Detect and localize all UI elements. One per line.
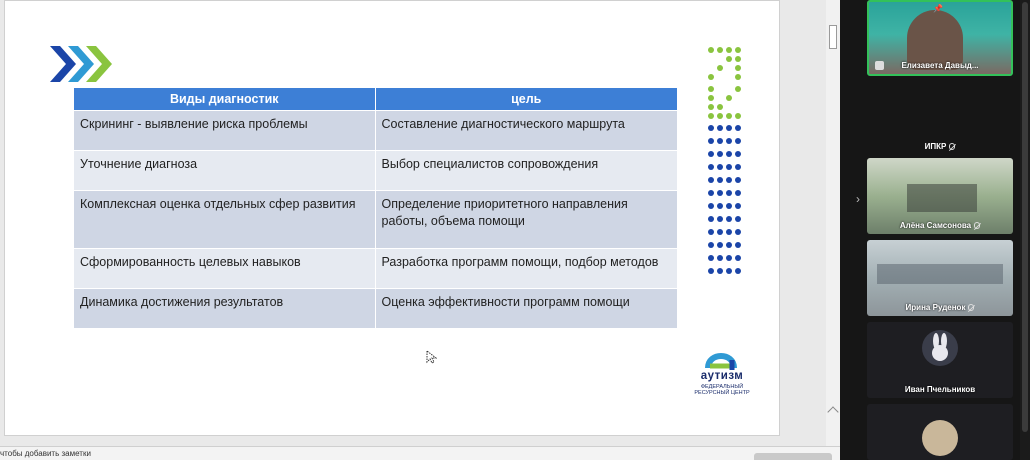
participant-tile[interactable]: [867, 158, 1013, 234]
table-cell: Сформированность целевых навыков: [74, 248, 375, 288]
chevron-logo-icon: [86, 46, 112, 82]
table-cell: Оценка эффективности программ помощи: [375, 288, 677, 328]
diagnostics-table: [74, 88, 677, 328]
rabbit-avatar-icon: [922, 330, 958, 366]
avatar: [922, 330, 958, 366]
participant-tile[interactable]: [867, 0, 1013, 76]
participant-video: [907, 184, 977, 212]
logo-title: аутизм: [700, 370, 744, 382]
table-cell: Динамика достижения результатов: [74, 288, 375, 328]
table-row: [74, 110, 677, 150]
notes-bar[interactable]: [0, 446, 840, 460]
pin-icon[interactable]: 📌: [933, 4, 943, 13]
scrollbar-thumb[interactable]: [1022, 2, 1028, 432]
table-cell: Комплексная оценка отдельных сфер развития: [74, 190, 375, 248]
participant-name-text: Алёна Самсонова: [899, 221, 972, 230]
table-row: [74, 248, 677, 288]
participant-name: [867, 142, 1013, 151]
participant-video: [877, 264, 1003, 284]
notes-placeholder[interactable]: чтобы добавить заметки: [0, 449, 91, 458]
table-cell: Уточнение диагноза: [74, 150, 375, 190]
participant-tile[interactable]: [867, 322, 1013, 398]
chevron-right-icon[interactable]: ›: [856, 192, 860, 206]
participant-name-text: Ирина Руденок: [905, 303, 966, 312]
participant-tile[interactable]: [867, 404, 1013, 460]
participants-scrollbar[interactable]: [1020, 0, 1030, 460]
table-header-goal: цель: [375, 88, 677, 110]
participant-tile[interactable]: [867, 78, 1013, 154]
table-cell: Составление диагностического маршрута: [375, 110, 677, 150]
table-header-row: [74, 88, 677, 110]
scrollbar-thumb[interactable]: [829, 25, 837, 49]
participant-name: [867, 221, 1013, 230]
mic-muted-icon: [974, 222, 980, 229]
participant-tile[interactable]: [867, 240, 1013, 316]
decorative-pattern: [706, 46, 746, 276]
table-cell: Скрининг - выявление риска проблемы: [74, 110, 375, 150]
logo-subtitle: [692, 384, 752, 396]
participant-name: Иван Пчельников: [904, 385, 976, 394]
mic-muted-icon: [949, 143, 955, 150]
mic-muted-icon: [968, 304, 974, 311]
participant-name: [867, 303, 1013, 312]
logo-subtitle-line: ФЕДЕРАЛЬНЫЙ: [700, 384, 744, 390]
table-row: [74, 190, 677, 248]
table-row: [74, 150, 677, 190]
logo-subtitle-line: РЕСУРСНЫЙ ЦЕНТР: [694, 390, 750, 396]
table-header-diagnostics: Виды диагностик: [74, 88, 375, 110]
participant-name-text: ИПКР: [924, 142, 947, 151]
table-cell: Разработка программ помощи, подбор методов: [375, 248, 677, 288]
table-row: [74, 288, 677, 328]
avatar: [922, 420, 958, 456]
table-cell: Выбор специалистов сопровождения: [375, 150, 677, 190]
table-cell: Определение приоритетного направления работы, объема помощи: [375, 190, 677, 248]
participant-name: Елизавета Давыд...: [901, 61, 979, 70]
status-chip: [754, 453, 832, 460]
pointer-cursor-icon: [425, 350, 437, 364]
slide-vertical-scrollbar[interactable]: [826, 0, 840, 446]
scroll-up-icon[interactable]: [827, 406, 838, 417]
